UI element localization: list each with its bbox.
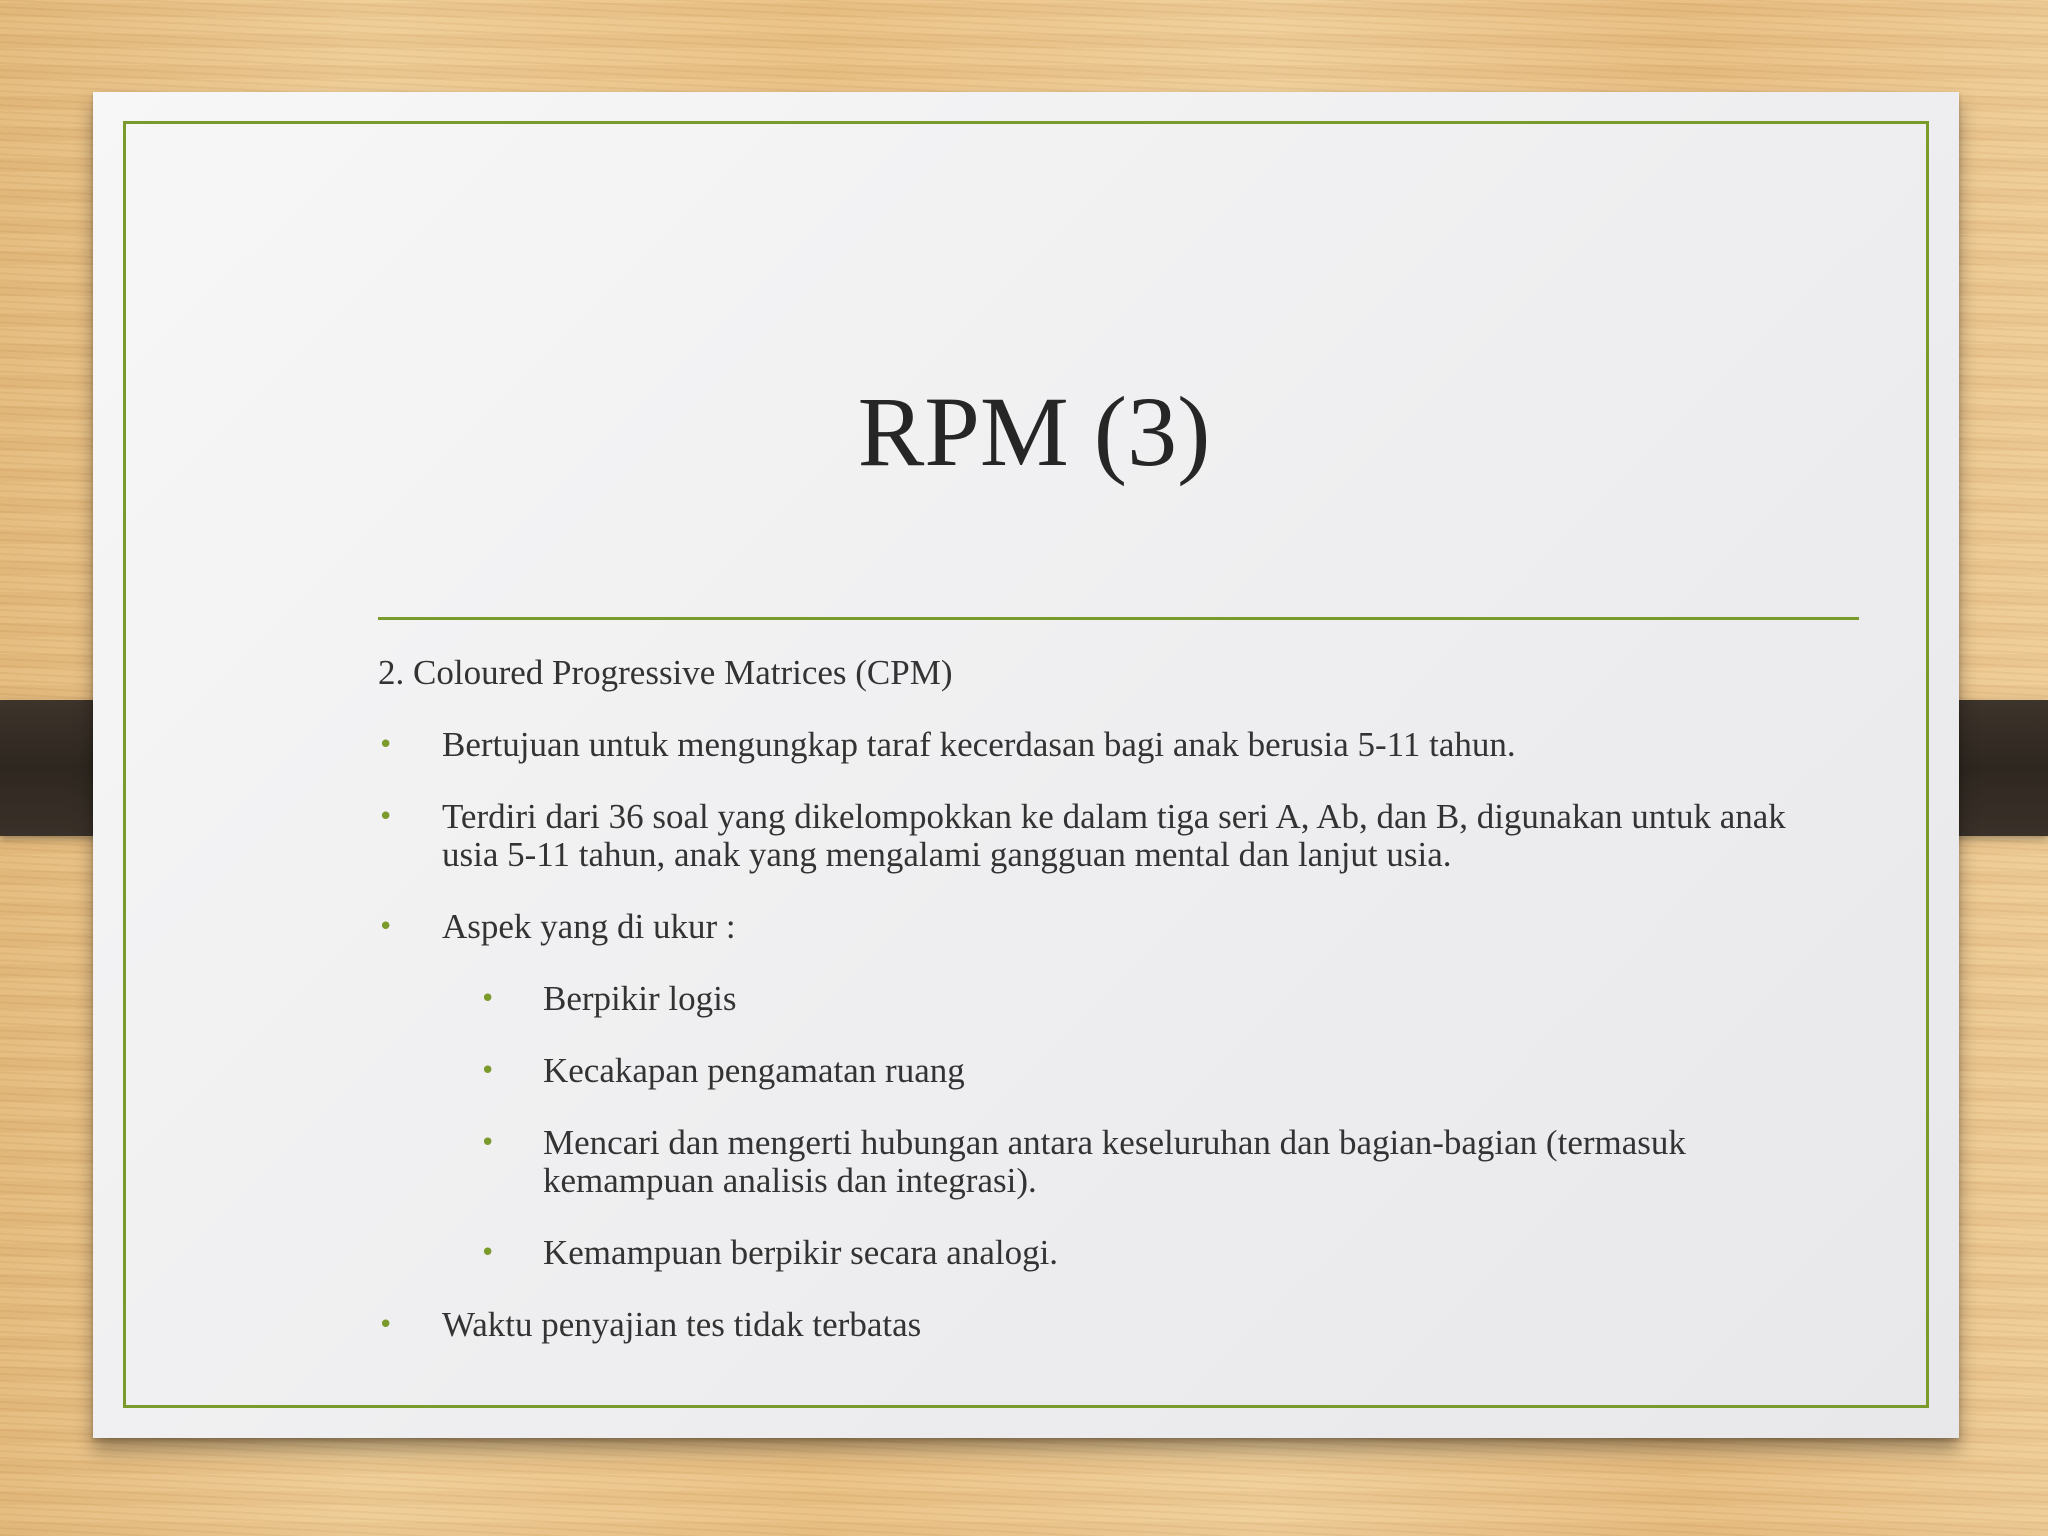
bullet-text: Bertujuan untuk mengungkap taraf kecerdasan bagi anak berusia 5-11 tahun. <box>442 725 1516 764</box>
bullet-icon: • <box>480 984 496 1014</box>
bullet-item <box>378 798 1848 874</box>
bullet-text: Waktu penyajian tes tidak terbatas <box>442 1305 922 1344</box>
slide-subtitle: 2. Coloured Progressive Matrices (CPM) <box>378 653 953 692</box>
bullet-icon: • <box>378 730 394 760</box>
bullet-item <box>378 726 1848 764</box>
bullet-icon: • <box>480 1056 496 1086</box>
sub-bullet-text: Kecakapan pengamatan ruang <box>543 1051 965 1090</box>
bullet-icon: • <box>378 1310 394 1340</box>
bullet-icon: • <box>378 912 394 942</box>
slide-content <box>378 654 1848 1378</box>
sub-bullet-item <box>442 980 1848 1018</box>
sub-bullet-text: Kemampuan berpikir secara analogi. <box>543 1233 1059 1272</box>
sub-bullet-list <box>442 980 1848 1272</box>
bullet-list <box>378 726 1848 1344</box>
sub-bullet-text: Berpikir logis <box>543 979 737 1018</box>
bullet-item <box>378 908 1848 1272</box>
sub-bullet-item <box>442 1124 1848 1200</box>
bullet-item <box>378 1306 1848 1344</box>
bullet-icon: • <box>480 1238 496 1268</box>
sub-bullet-item <box>442 1052 1848 1090</box>
sub-bullet-text: Mencari dan mengerti hubungan antara keseluruhan dan bagian-bagian (termasuk kemampuan analisis dan integrasi). <box>543 1123 1686 1200</box>
title-divider <box>378 617 1859 620</box>
bullet-icon: • <box>378 802 394 832</box>
bullet-text: Aspek yang di ukur : <box>442 907 736 946</box>
bullet-text: Terdiri dari 36 soal yang dikelompokkan ke dalam tiga seri A, Ab, dan B, digunakan untuk anak usia 5-11 tahun, anak yang mengalami gangguan mental dan lanjut usia. <box>442 797 1786 874</box>
slide-card <box>93 92 1959 1438</box>
sub-bullet-item <box>442 1234 1848 1272</box>
bullet-icon: • <box>480 1128 496 1158</box>
slide-title: RPM (3) <box>857 376 1211 487</box>
